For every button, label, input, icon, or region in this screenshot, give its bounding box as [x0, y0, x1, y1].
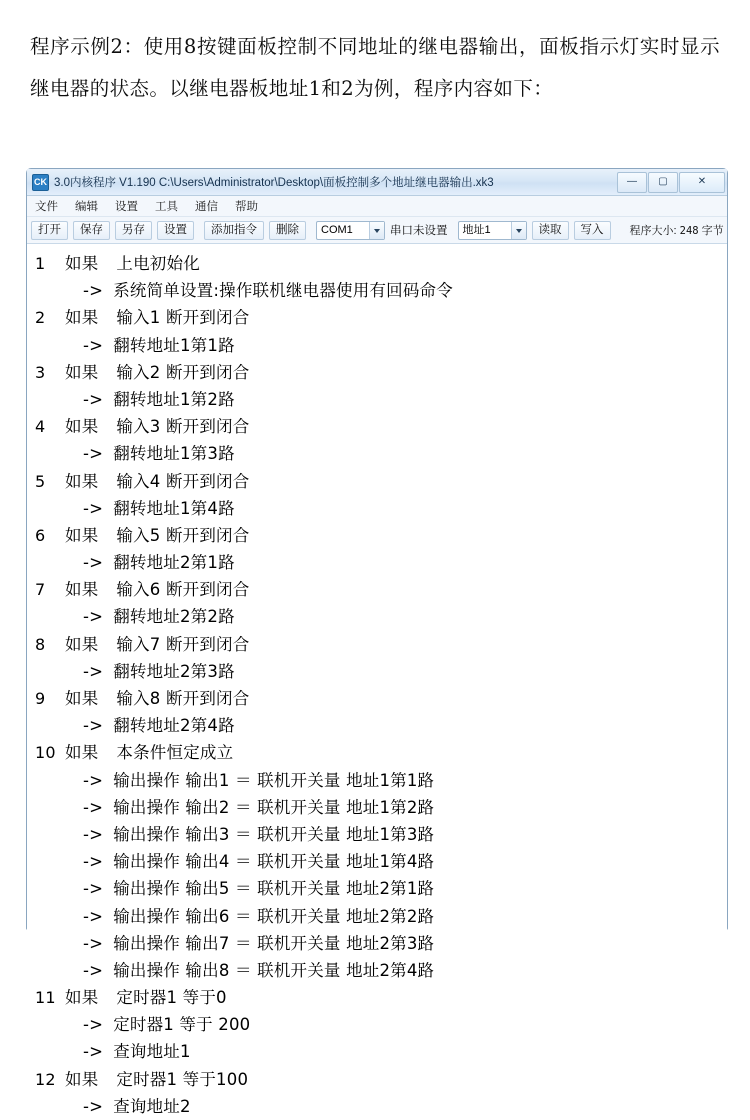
program-line[interactable] [27, 957, 727, 984]
menu-edit[interactable]: 编辑 [75, 201, 98, 213]
line-arrow-icon: -> [83, 335, 104, 355]
program-line[interactable] [27, 250, 727, 277]
save-button[interactable]: 保存 [73, 221, 110, 240]
program-line[interactable] [27, 658, 727, 685]
program-line[interactable] [27, 468, 727, 495]
program-line[interactable] [27, 549, 727, 576]
line-text: 翻转地址1第2路 [113, 389, 235, 409]
program-line[interactable] [27, 685, 727, 712]
line-arrow-icon: -> [83, 661, 104, 681]
line-keyword: 如果 [65, 743, 99, 763]
maximize-icon[interactable]: ▢ [648, 172, 678, 193]
line-arrow-icon: -> [83, 933, 104, 953]
line-arrow-icon: -> [83, 1042, 104, 1062]
line-text: 定时器1 等于0 [116, 988, 227, 1008]
line-text: 查询地址2 [113, 1096, 191, 1116]
line-text: 输出操作 输出7 ＝ 联机开关量 地址2第3路 [113, 933, 435, 953]
line-arrow-icon: -> [83, 607, 104, 627]
line-arrow-icon: -> [83, 879, 104, 899]
line-keyword: 如果 [65, 1069, 99, 1089]
line-text: 定时器1 等于100 [116, 1069, 249, 1089]
settings-button[interactable]: 设置 [157, 221, 194, 240]
address-value: 地址1 [462, 223, 491, 236]
line-keyword: 如果 [65, 525, 99, 545]
window-title: 3.0内核程序 V1.190 C:\Users\Administrator\Desktop\面板控制多个地址继电器输出.xk3 [54, 177, 494, 189]
program-line[interactable] [27, 304, 727, 331]
line-text: 输入3 断开到闭合 [116, 417, 250, 437]
line-text: 输入5 断开到闭合 [116, 525, 250, 545]
line-number: 12 [35, 1069, 56, 1089]
intro-paragraph: 程序示例2：使用8按键面板控制不同地址的继电器输出，面板指示灯实时显示继电器的状态。以继电器板地址1和2为例，程序内容如下： [30, 35, 720, 100]
line-arrow-icon: -> [83, 498, 104, 518]
program-size-unit: 字节 [701, 225, 724, 237]
delete-button[interactable]: 删除 [269, 221, 306, 240]
window-titlebar [27, 169, 727, 196]
line-number: 3 [35, 362, 46, 382]
program-line[interactable] [27, 984, 727, 1011]
line-number: 4 [35, 417, 46, 437]
line-arrow-icon: -> [83, 797, 104, 817]
line-text: 翻转地址2第1路 [113, 553, 235, 573]
menu-communication[interactable]: 通信 [195, 201, 218, 213]
line-arrow-icon: -> [83, 852, 104, 872]
line-keyword: 如果 [65, 988, 99, 1008]
menu-file[interactable]: 文件 [35, 201, 58, 213]
menu-settings[interactable]: 设置 [115, 201, 138, 213]
line-arrow-icon: -> [83, 444, 104, 464]
line-text: 输出操作 输出4 ＝ 联机开关量 地址1第4路 [113, 852, 435, 872]
line-text: 输入4 断开到闭合 [116, 471, 250, 491]
line-arrow-icon: -> [83, 770, 104, 790]
line-text: 输出操作 输出3 ＝ 联机开关量 地址1第3路 [113, 824, 435, 844]
chevron-down-icon-2[interactable] [511, 222, 526, 239]
line-text: 输出操作 输出1 ＝ 联机开关量 地址1第1路 [113, 770, 435, 790]
program-line[interactable] [27, 631, 727, 658]
add-instruction-button[interactable]: 添加指令 [204, 221, 264, 240]
line-text: 翻转地址1第3路 [113, 444, 235, 464]
line-number: 2 [35, 308, 46, 328]
program-line[interactable] [27, 277, 727, 304]
line-text: 翻转地址2第4路 [113, 716, 235, 736]
program-line[interactable] [27, 875, 727, 902]
program-line[interactable] [27, 440, 727, 467]
line-arrow-icon: -> [83, 1096, 104, 1116]
line-text: 翻转地址1第4路 [113, 498, 235, 518]
line-keyword: 如果 [65, 417, 99, 437]
line-keyword: 如果 [65, 254, 99, 273]
minimize-icon[interactable]: — [617, 172, 647, 193]
close-icon[interactable]: ✕ [679, 172, 725, 193]
port-status-label: 串口未设置 [390, 225, 448, 237]
line-text: 本条件恒定成立 [116, 743, 234, 763]
line-text: 输出操作 输出5 ＝ 联机开关量 地址2第1路 [113, 879, 435, 899]
program-line[interactable] [27, 576, 727, 603]
line-text: 输出操作 输出2 ＝ 联机开关量 地址1第2路 [113, 797, 435, 817]
line-text: 上电初始化 [116, 254, 200, 273]
program-line[interactable] [27, 1011, 727, 1038]
line-text: 输出操作 输出8 ＝ 联机开关量 地址2第4路 [113, 960, 435, 980]
read-button[interactable]: 读取 [532, 221, 569, 240]
program-line[interactable] [27, 1066, 727, 1093]
line-number: 6 [35, 525, 46, 545]
line-number: 9 [35, 689, 46, 708]
address-select[interactable] [458, 221, 527, 240]
program-line[interactable] [27, 359, 727, 386]
menu-bar [27, 196, 727, 217]
line-text: 定时器1 等于 200 [113, 1015, 251, 1035]
program-line[interactable] [27, 413, 727, 440]
line-keyword: 如果 [65, 362, 99, 382]
line-arrow-icon: -> [83, 389, 104, 409]
line-arrow-icon: -> [83, 716, 104, 736]
line-text: 输入7 断开到闭合 [116, 634, 250, 654]
program-line[interactable] [27, 903, 727, 930]
line-arrow-icon: -> [83, 906, 104, 926]
line-number: 11 [35, 988, 56, 1008]
line-text: 输入1 断开到闭合 [116, 308, 250, 328]
line-text: 输入2 断开到闭合 [116, 362, 250, 382]
line-arrow-icon: -> [83, 960, 104, 980]
program-line[interactable] [27, 794, 727, 821]
open-button[interactable]: 打开 [31, 221, 68, 240]
line-keyword: 如果 [65, 689, 99, 708]
program-line[interactable] [27, 767, 727, 794]
program-size-value: 248 [679, 225, 699, 237]
menu-tools[interactable]: 工具 [155, 201, 178, 213]
application-window [26, 168, 728, 1116]
program-line[interactable] [27, 712, 727, 739]
app-logo-icon: CK [32, 174, 49, 191]
program-line[interactable] [27, 739, 727, 766]
program-line[interactable] [27, 1038, 727, 1065]
program-line[interactable] [27, 603, 727, 630]
program-size [630, 222, 724, 238]
toolbar [27, 217, 727, 244]
program-line[interactable] [27, 386, 727, 413]
com-port-value: COM1 [321, 223, 353, 236]
line-number: 1 [35, 254, 46, 273]
program-listing[interactable] [27, 244, 727, 1116]
line-arrow-icon: -> [83, 553, 104, 573]
program-line[interactable] [27, 848, 727, 875]
program-line[interactable] [27, 332, 727, 359]
program-line[interactable] [27, 522, 727, 549]
line-text: 查询地址1 [113, 1042, 191, 1062]
line-arrow-icon: -> [83, 824, 104, 844]
line-number: 7 [35, 580, 46, 600]
line-number: 5 [35, 471, 46, 491]
line-arrow-icon: -> [83, 281, 104, 301]
save-as-button[interactable]: 另存 [115, 221, 152, 240]
line-number: 8 [35, 634, 46, 654]
chevron-down-icon[interactable] [369, 222, 384, 239]
write-button[interactable]: 写入 [574, 221, 611, 240]
program-line[interactable] [27, 1093, 727, 1120]
window-controls [616, 172, 725, 193]
program-line[interactable] [27, 495, 727, 522]
com-port-select[interactable] [316, 221, 385, 240]
line-text: 输入6 断开到闭合 [116, 580, 250, 600]
line-text: 系统简单设置:操作联机继电器使用有回码命令 [113, 281, 453, 301]
line-text: 输出操作 输出6 ＝ 联机开关量 地址2第2路 [113, 906, 435, 926]
program-line[interactable] [27, 821, 727, 848]
line-text: 翻转地址2第2路 [113, 607, 235, 627]
program-line[interactable] [27, 930, 727, 957]
program-size-label: 程序大小: [629, 225, 677, 237]
line-number: 10 [35, 743, 56, 763]
line-arrow-icon: -> [83, 1015, 104, 1035]
line-keyword: 如果 [65, 471, 99, 491]
line-keyword: 如果 [65, 308, 99, 328]
line-keyword: 如果 [65, 580, 99, 600]
line-keyword: 如果 [65, 634, 99, 654]
line-text: 输入8 断开到闭合 [116, 689, 250, 708]
menu-help[interactable]: 帮助 [235, 201, 258, 213]
line-text: 翻转地址1第1路 [113, 335, 235, 355]
line-text: 翻转地址2第3路 [113, 661, 235, 681]
